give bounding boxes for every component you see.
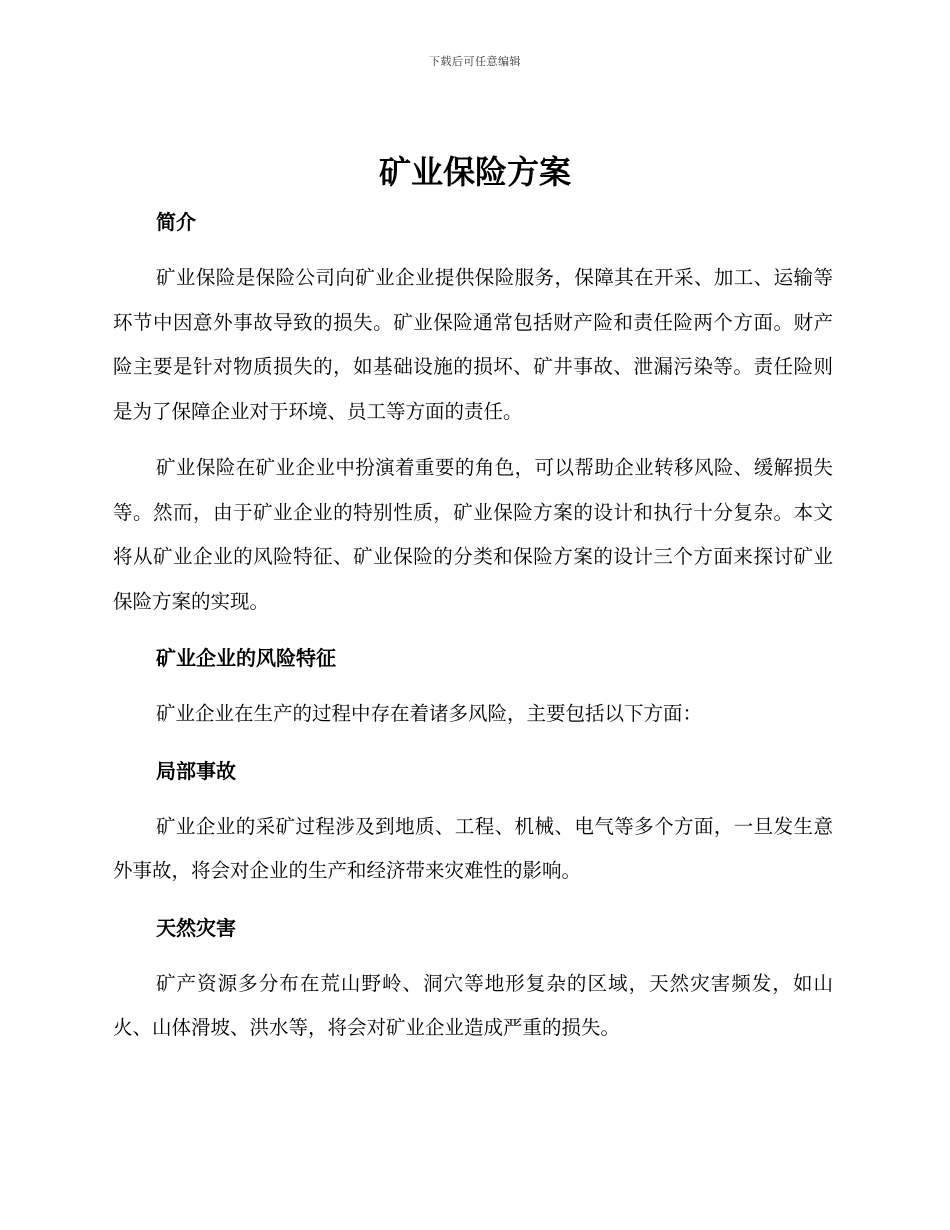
intro-paragraph-1: 矿业保险是保险公司向矿业企业提供保险服务，保障其在开采、加工、运输等环节中因意外事故导致的损失。矿业保险通常包括财产险和责任险两个方面。财产险主要是针对物质损失的，如基础设施的损坏、矿井事故、泄漏污染等。责任险则是为了保障企业对于环境、员工等方面的责任。 (113, 266, 833, 423)
accident-paragraph: 矿业企业的采矿过程涉及到地质、工程、机械、电气等多个方面，一旦发生意外事故，将会对企业的生产和经济带来灾难性的影响。 (113, 814, 833, 882)
section-heading-accident: 局部事故 (156, 758, 236, 783)
document-title: 矿业保险方案 (378, 153, 571, 191)
section-heading-intro: 简介 (156, 210, 196, 234)
document-body (113, 200, 833, 1051)
page-header-note: 下载后可任意编辑 (429, 55, 521, 68)
section-heading-risk: 矿业企业的风险特征 (156, 646, 336, 670)
disaster-paragraph: 矿产资源多分布在荒山野岭、洞穴等地形复杂的区域，天然灾害频发，如山火、山体滑坡、洪水等，将会对矿业企业造成严重的损失。 (113, 971, 833, 1039)
intro-paragraph-2: 矿业保险在矿业企业中扮演着重要的角色，可以帮助企业转移风险、缓解损失等。然而，由于矿业企业的特别性质，矿业保险方案的设计和执行十分复杂。本文将从矿业企业的风险特征、矿业保险的分类和保险方案的设计三个方面来探讨矿业保险方案的实现。 (113, 456, 833, 613)
section-heading-disaster: 天然灾害 (156, 915, 236, 940)
risk-paragraph: 矿业企业在生产的过程中存在着诸多风险，主要包括以下方面： (156, 702, 703, 725)
